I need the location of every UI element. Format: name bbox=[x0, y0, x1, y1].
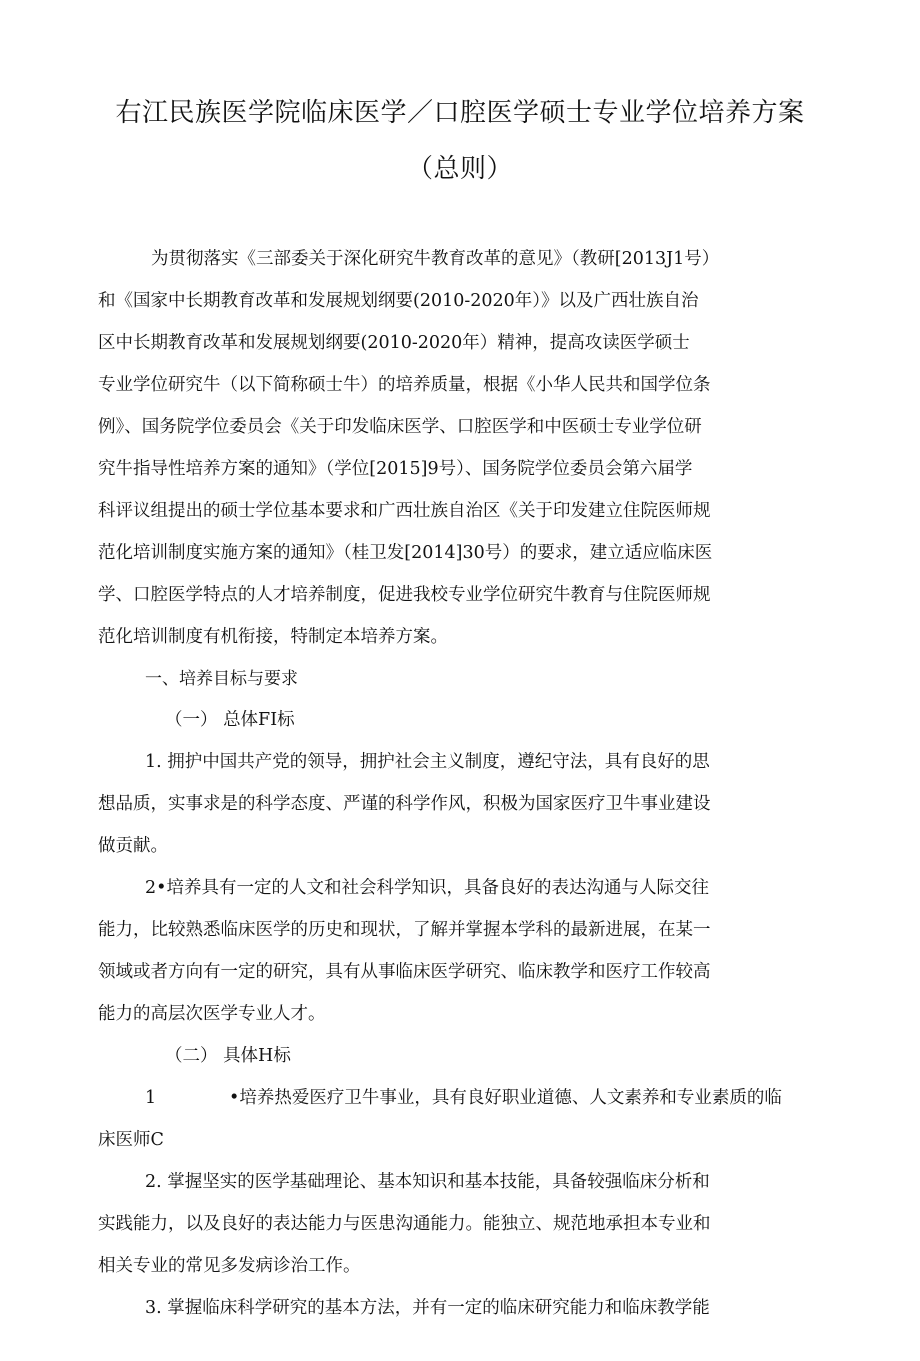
paragraph-line: 专业学位研究牛（以下简称硕士牛）的培养质量，根据《小华人民共和国学位条 bbox=[98, 375, 711, 395]
list-item-line: 做贡献。 bbox=[98, 836, 168, 856]
paragraph-line: 为贯彻落实《三部委关于深化研究牛教育改革的意见》（教研[2013J1号） bbox=[151, 249, 720, 269]
list-item-line: 想品质，实事求是的科学态度、严谨的科学作风，积极为国家医疗卫牛事业建设 bbox=[98, 794, 711, 814]
subsection-heading: （二） 具体H标 bbox=[165, 1046, 291, 1066]
paragraph-line: 科评议组提出的硕士学位基本要求和广西壮族自治区《关于印发建立住院医师规 bbox=[98, 501, 711, 521]
paragraph-line: 范化培训制度有机衔接，特制定本培养方案。 bbox=[98, 627, 448, 647]
list-item-line: 能力，比较熟悉临床医学的历史和现状，了解并掌握本学科的最新进展，在某一 bbox=[98, 920, 711, 940]
subsection-heading: （一） 总体FI标 bbox=[165, 710, 295, 730]
list-item-line: 3. 掌握临床科学研究的基本方法，并有一定的临床研究能力和临床教学能 bbox=[145, 1298, 710, 1318]
section-heading: 一、培养目标与要求 bbox=[145, 669, 298, 689]
paragraph-line: 学、口腔医学特点的人才培养制度，促进我校专业学位研究牛教育与住院医师规 bbox=[98, 585, 711, 605]
list-item-number: 1 bbox=[145, 1088, 157, 1108]
paragraph-line: 范化培训制度实施方案的通知》（桂卫发[2014]30号）的要求，建立适应临床医 bbox=[98, 543, 713, 563]
paragraph-line: 和《国家中长期教育改革和发展规划纲要(2010-2020年）》以及广西壮族自治 bbox=[98, 291, 699, 311]
list-item-line: 相关专业的常见多发病诊治工作。 bbox=[98, 1256, 361, 1276]
list-item-line: •培养热爱医疗卫牛事业，具有良好职业道德、人文素养和专业素质的临 bbox=[229, 1088, 782, 1108]
paragraph-line: 例》、国务院学位委员会《关于印发临床医学、口腔医学和中医硕士专业学位研 bbox=[98, 417, 702, 437]
document-subtitle: （总则） bbox=[406, 154, 513, 184]
list-item-line: 2•培养具有一定的人文和社会科学知识，具备良好的表达沟通与人际交往 bbox=[145, 878, 709, 898]
list-item-line: 1. 拥护中国共产党的领导，拥护社会主义制度，遵纪守法，具有良好的思 bbox=[145, 752, 710, 772]
document-title: 右江民族医学院临床医学／口腔医学硕士专业学位培养方案 bbox=[115, 98, 805, 128]
list-item-line: 2. 掌握坚实的医学基础理论、基本知识和基本技能，具备较强临床分析和 bbox=[145, 1172, 710, 1192]
list-item-line: 实践能力，以及良好的表达能力与医患沟通能力。能独立、规范地承担本专业和 bbox=[98, 1214, 711, 1234]
list-item-line: 领域或者方向有一定的研究，具有从事临床医学研究、临床教学和医疗工作较高 bbox=[98, 962, 711, 982]
paragraph-line: 区中长期教育改革和发展规划纲要(2010-2020年）精神，提高攻读医学硕士 bbox=[98, 333, 690, 353]
paragraph-line: 究牛指导性培养方案的通知》（学位[2015]9号）、国务院学位委员会第六届学 bbox=[98, 459, 693, 479]
list-item-line: 能力的高层次医学专业人才。 bbox=[98, 1004, 326, 1024]
list-item-line: 床医师C bbox=[98, 1130, 164, 1150]
